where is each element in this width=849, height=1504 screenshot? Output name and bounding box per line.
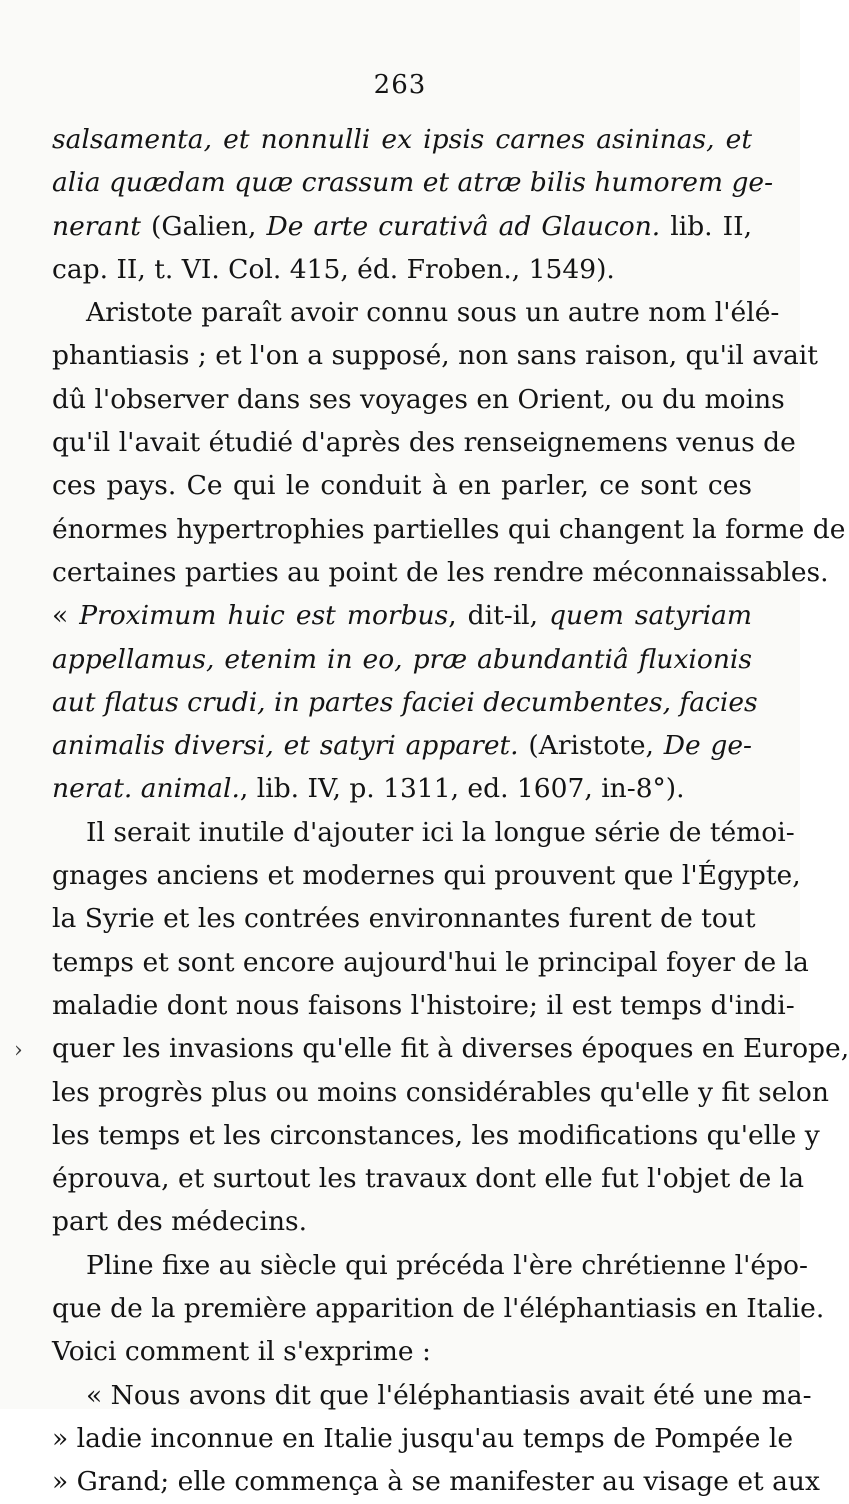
roman-segment: temps et sont encore aujourd'hui le principal foyer de la (52, 946, 809, 978)
roman-segment: (Galien, (140, 210, 267, 242)
roman-segment: » Grand; elle commença à se manifester au visage et aux (52, 1466, 820, 1498)
text-line (52, 767, 752, 810)
roman-segment: , lib. IV, p. 1311, ed. 1607, in-8°). (239, 773, 685, 805)
text-line (52, 118, 752, 161)
roman-segment: Il serait inutile d'ajouter ici la longue série de témoi- (86, 816, 795, 848)
text-line (52, 897, 756, 940)
margin-mark: › (14, 1038, 23, 1063)
text-line (52, 205, 752, 248)
text-line (52, 1157, 805, 1200)
roman-segment: « (52, 600, 80, 632)
text-line (52, 1244, 808, 1287)
text-line (52, 464, 752, 507)
text-line (52, 551, 829, 594)
roman-segment: cap. II, t. VI. Col. 415, éd. Froben., 1549). (52, 253, 615, 285)
roman-segment: énormes hypertrophies partielles qui changent la forme de (52, 513, 846, 545)
roman-segment: maladie dont nous faisons l'histoire; il est temps d'indi- (52, 989, 795, 1021)
text-line (52, 334, 818, 377)
roman-segment: les temps et les circonstances, les modifications qu'elle y (52, 1119, 820, 1151)
roman-segment: dû l'observer dans ses voyages en Orient, ou du moins (52, 383, 785, 415)
roman-segment: phantiasis ; et l'on a supposé, non sans raison, qu'il avait (52, 340, 818, 372)
roman-segment: ces pays. Ce qui le conduit à en parler, ce sont ces (52, 470, 752, 502)
italic-segment: alia quædam quæ crassum et atræ bilis humorem ge- (52, 167, 774, 199)
text-line (52, 291, 780, 334)
roman-segment: lib. II, (660, 210, 753, 242)
italic-segment: De ge- (663, 730, 752, 762)
italic-segment: animalis diversi, et satyri apparet. (52, 730, 519, 762)
italic-segment: Proximum huic est morbus (79, 600, 449, 632)
text-line (52, 854, 801, 897)
page-number: 263 (373, 70, 427, 100)
roman-segment: Aristote paraît avoir connu sous un autre nom l'élé- (86, 297, 780, 329)
italic-segment: aut flatus crudi, in partes faciei decumbentes, facies (52, 686, 758, 718)
roman-segment: quer les invasions qu'elle fit à diverses époques en Europe, (52, 1033, 849, 1065)
roman-segment: éprouva, et surtout les travaux dont elle fut l'objet de la (52, 1163, 805, 1195)
text-line (52, 1027, 849, 1070)
roman-segment: part des médecins. (52, 1206, 308, 1238)
roman-segment: la Syrie et les contrées environnantes furent de tout (52, 903, 756, 935)
text-line (52, 811, 795, 854)
roman-segment: « Nous avons dit que l'éléphantiasis avait été une ma- (86, 1379, 812, 1411)
roman-segment: qu'il l'avait étudié d'après des renseignemens venus de (52, 427, 796, 459)
text-line (52, 1374, 812, 1417)
roman-segment: Voici comment il s'exprime : (52, 1336, 431, 1368)
roman-segment: gnages anciens et modernes qui prouvent que l'Égypte, (52, 860, 801, 892)
roman-segment: que de la première apparition de l'éléphantiasis en Italie. (52, 1293, 825, 1325)
roman-segment: certaines parties au point de les rendre méconnaissables. (52, 556, 829, 588)
italic-segment: nerant (52, 210, 141, 242)
text-line (52, 681, 758, 724)
text-line (52, 1287, 825, 1330)
text-line (52, 1417, 794, 1460)
text-line (52, 638, 752, 681)
roman-segment: » ladie inconnue en Italie jusqu'au temps de Pompée le (52, 1422, 794, 1454)
italic-segment: salsamenta, et nonnulli ex ipsis carnes asininas, et (52, 124, 752, 155)
text-line (52, 248, 752, 291)
text-line (52, 1460, 820, 1503)
text-line (52, 941, 809, 984)
roman-segment: , dit-il, (448, 600, 550, 632)
text-line (52, 508, 846, 551)
text-line (52, 594, 752, 637)
roman-segment: (Aristote, (518, 730, 664, 762)
text-line (52, 1114, 820, 1157)
text-line (52, 1071, 829, 1114)
body-text (52, 118, 849, 1504)
text-line (52, 1330, 752, 1373)
text-line (52, 1200, 752, 1243)
italic-segment: De arte curativâ ad Glaucon. (266, 210, 661, 242)
text-line (52, 984, 795, 1027)
roman-segment: les progrès plus ou moins considérables qu'elle y fit selon (52, 1076, 829, 1108)
italic-segment: quem satyriam (549, 600, 753, 632)
text-line (52, 161, 774, 204)
text-line (52, 378, 785, 421)
italic-segment: nerat. animal. (52, 773, 240, 805)
text-line (52, 421, 796, 464)
italic-segment: appellamus, etenim in eo, præ abundantiâ fluxionis (52, 643, 752, 675)
roman-segment: Pline fixe au siècle qui précéda l'ère chrétienne l'épo- (86, 1249, 808, 1281)
text-line (52, 724, 752, 767)
